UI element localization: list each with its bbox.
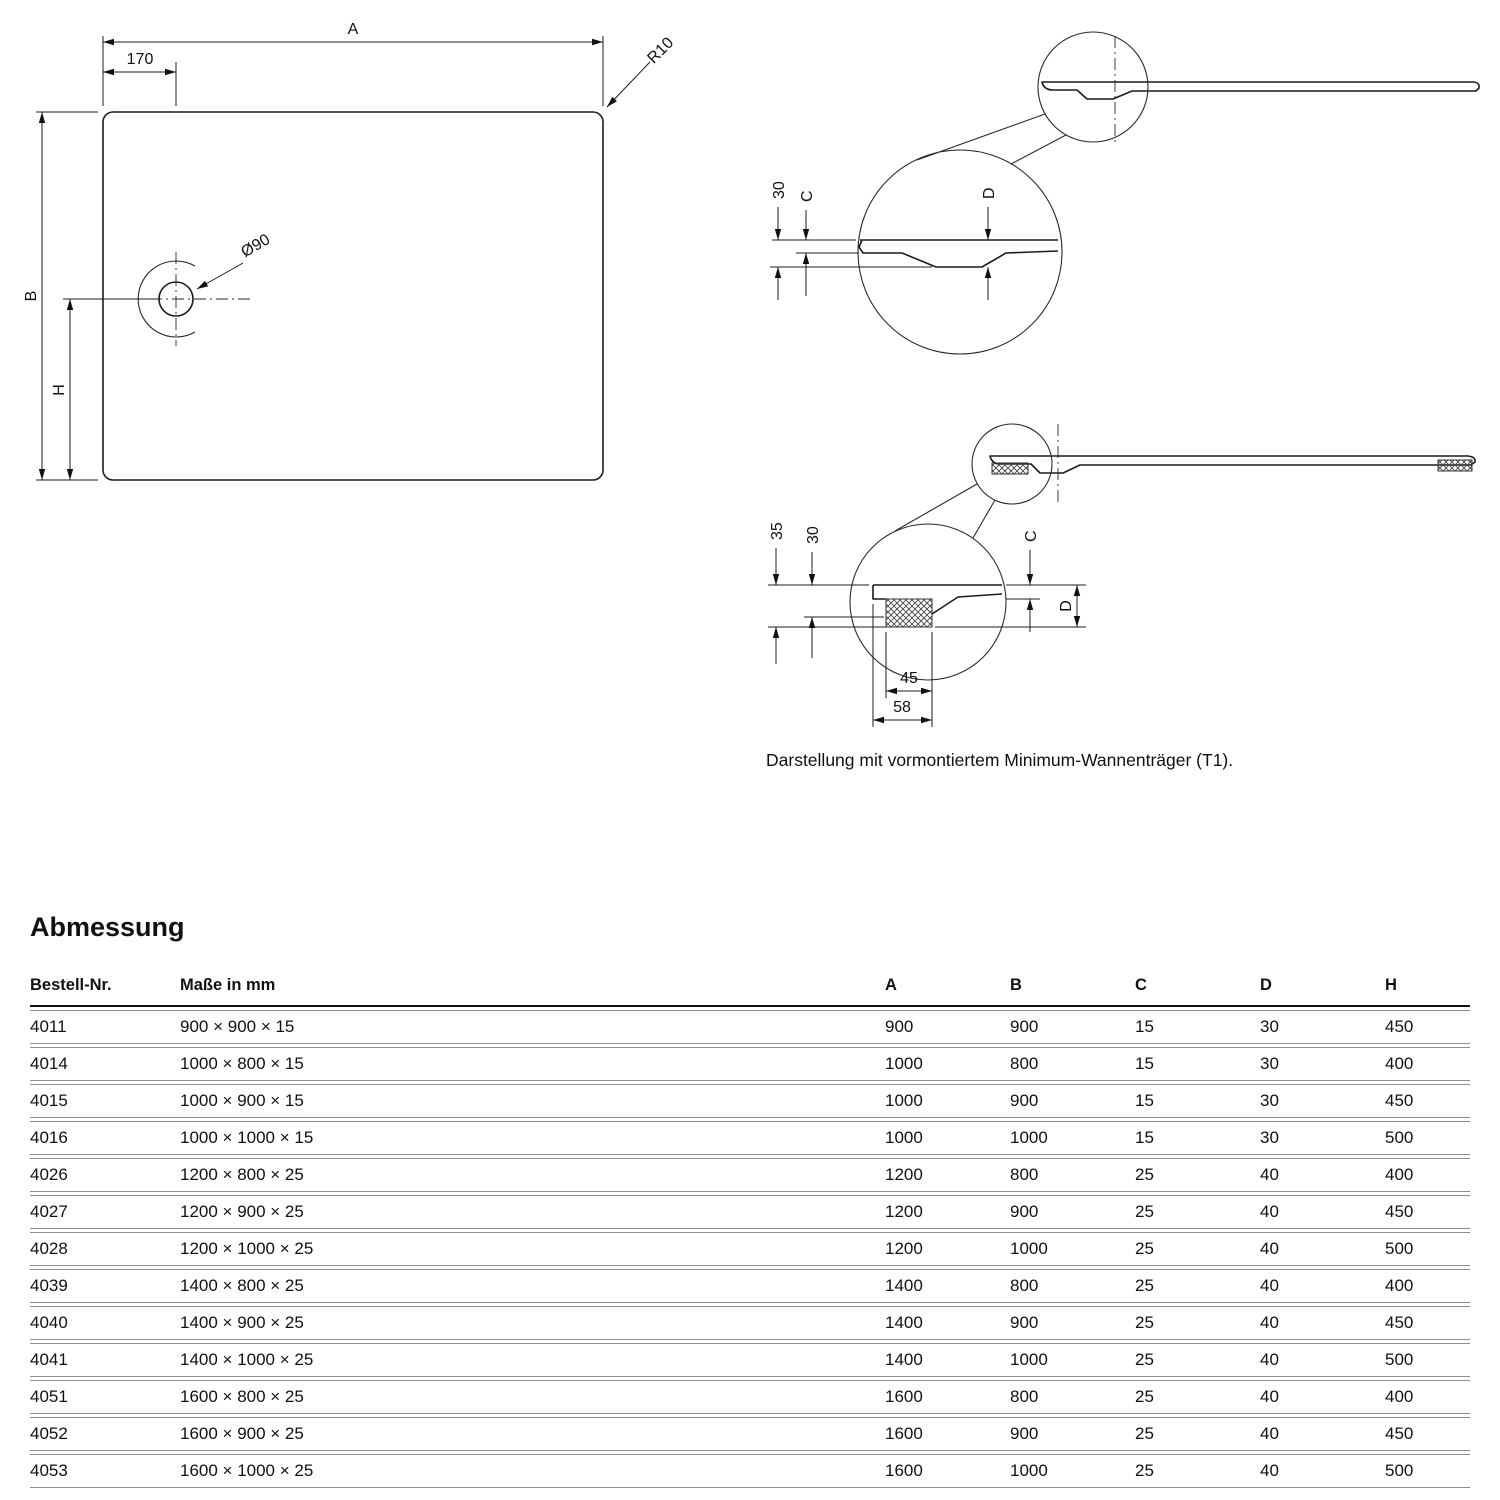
table-cell: 450 <box>1385 1010 1470 1044</box>
table-cell: 1200 × 800 × 25 <box>180 1158 885 1192</box>
table-cell: 15 <box>1135 1047 1260 1081</box>
table-cell: 1200 <box>885 1158 1010 1192</box>
table-cell: 40 <box>1260 1454 1385 1488</box>
table-cell: 40 <box>1260 1380 1385 1414</box>
table-cell: 400 <box>1385 1269 1470 1303</box>
table-cell: 500 <box>1385 1121 1470 1155</box>
table-row <box>30 1232 1470 1266</box>
top-view-drawing <box>23 21 677 480</box>
table-cell: 40 <box>1260 1232 1385 1266</box>
table-row <box>30 1343 1470 1377</box>
table-cell: 1400 × 900 × 25 <box>180 1306 885 1340</box>
table-cell: 900 <box>1010 1084 1135 1118</box>
table-row <box>30 1084 1470 1118</box>
table-row <box>30 1010 1470 1044</box>
table-cell: 4026 <box>30 1158 180 1192</box>
table-cell: 25 <box>1135 1454 1260 1488</box>
table-cell: 1600 × 1000 × 25 <box>180 1454 885 1488</box>
table-row <box>30 1380 1470 1414</box>
table-cell: 4039 <box>30 1269 180 1303</box>
table-cell: 30 <box>1260 1121 1385 1155</box>
table-cell: 1400 <box>885 1343 1010 1377</box>
table-cell: 1600 <box>885 1417 1010 1451</box>
table-cell: 1200 <box>885 1195 1010 1229</box>
detail-circle-small <box>1038 32 1148 142</box>
table-cell: 450 <box>1385 1306 1470 1340</box>
table-cell: 1400 × 1000 × 25 <box>180 1343 885 1377</box>
section-view-plain <box>770 32 1479 354</box>
table-cell: 4016 <box>30 1121 180 1155</box>
table-cell: 1000 × 1000 × 15 <box>180 1121 885 1155</box>
drawing-caption: Darstellung mit vormontiertem Minimum-Wannenträger (T1). <box>766 750 1234 770</box>
table-cell: 800 <box>1010 1158 1135 1192</box>
table-row <box>30 1417 1470 1451</box>
carrier-block <box>1438 460 1472 471</box>
table-cell: 4041 <box>30 1343 180 1377</box>
table-cell: 400 <box>1385 1158 1470 1192</box>
dim-label-a: A <box>347 21 359 38</box>
table-cell: 30 <box>1260 1084 1385 1118</box>
table-cell: 900 <box>1010 1010 1135 1044</box>
table-row <box>30 1454 1470 1488</box>
dim-label-b: B <box>23 290 40 302</box>
column-header-c: C <box>1135 976 1260 1007</box>
table-row <box>30 1269 1470 1303</box>
table-cell: 1000 × 800 × 15 <box>180 1047 885 1081</box>
table-cell: 30 <box>1260 1047 1385 1081</box>
table-cell: 800 <box>1010 1269 1135 1303</box>
table-cell: 500 <box>1385 1454 1470 1488</box>
dimensions-section <box>30 912 1470 1491</box>
leader-line-drain <box>197 263 243 289</box>
table-cell: 1400 <box>885 1269 1010 1303</box>
table-cell: 1600 × 800 × 25 <box>180 1380 885 1414</box>
table-cell: 40 <box>1260 1158 1385 1192</box>
table-cell: 1000 <box>885 1047 1010 1081</box>
table-cell: 1000 <box>885 1121 1010 1155</box>
dim-label-170: 170 <box>126 51 154 68</box>
table-cell: 1600 × 900 × 25 <box>180 1417 885 1451</box>
table-cell: 25 <box>1135 1232 1260 1266</box>
table-cell: 4040 <box>30 1306 180 1340</box>
table-cell: 800 <box>1010 1380 1135 1414</box>
table-cell: 15 <box>1135 1121 1260 1155</box>
column-header-b: B <box>1010 976 1135 1007</box>
table-cell: 25 <box>1135 1343 1260 1377</box>
tray-profile <box>1042 82 1479 99</box>
column-header-a: A <box>885 976 1010 1007</box>
table-cell: 500 <box>1385 1343 1470 1377</box>
carrier-block-detail <box>886 599 932 627</box>
table-cell: 25 <box>1135 1195 1260 1229</box>
table-cell: 15 <box>1135 1084 1260 1118</box>
table-header <box>30 976 1470 1007</box>
table-cell: 500 <box>1385 1232 1470 1266</box>
table-cell: 1000 <box>1010 1343 1135 1377</box>
table-cell: 1400 <box>885 1306 1010 1340</box>
table-cell: 25 <box>1135 1306 1260 1340</box>
table-cell: 1000 <box>885 1084 1010 1118</box>
table-cell: 4053 <box>30 1454 180 1488</box>
section-view-carrier <box>766 424 1475 770</box>
dim-label-d: D <box>981 187 998 199</box>
dim-label-drain: Ø90 <box>238 231 274 262</box>
dimension-table <box>30 973 1470 1491</box>
table-cell: 4027 <box>30 1195 180 1229</box>
dim-label-c: C <box>1023 530 1040 542</box>
table-cell: 900 <box>885 1010 1010 1044</box>
table-cell: 450 <box>1385 1417 1470 1451</box>
table-cell: 1000 <box>1010 1121 1135 1155</box>
column-header-order-no: Bestell-Nr. <box>30 976 180 1007</box>
table-cell: 1400 × 800 × 25 <box>180 1269 885 1303</box>
table-cell: 900 × 900 × 15 <box>180 1010 885 1044</box>
tray-outline <box>103 112 603 480</box>
dim-label-45: 45 <box>900 670 918 687</box>
dim-label-r10: R10 <box>644 34 678 68</box>
dim-label-h: H <box>51 384 68 396</box>
table-cell: 25 <box>1135 1269 1260 1303</box>
table-row <box>30 1158 1470 1192</box>
dim-label-d: D <box>1058 600 1075 612</box>
leader-line-r10 <box>607 62 650 107</box>
table-cell: 1200 × 900 × 25 <box>180 1195 885 1229</box>
table-cell: 1000 <box>1010 1232 1135 1266</box>
profile-underside <box>932 594 1002 614</box>
table-cell: 1600 <box>885 1380 1010 1414</box>
table-cell: 25 <box>1135 1417 1260 1451</box>
profile-underside <box>859 240 1058 267</box>
table-cell: 40 <box>1260 1269 1385 1303</box>
detail-connector <box>973 500 995 538</box>
table-cell: 25 <box>1135 1380 1260 1414</box>
dim-label-35: 35 <box>769 522 786 540</box>
table-cell: 15 <box>1135 1010 1260 1044</box>
dimension-table-body <box>30 1010 1470 1488</box>
table-cell: 4052 <box>30 1417 180 1451</box>
column-header-h: H <box>1385 976 1470 1007</box>
table-cell: 800 <box>1010 1047 1135 1081</box>
column-header-size: Maße in mm <box>180 976 885 1007</box>
table-row <box>30 1306 1470 1340</box>
table-cell: 25 <box>1135 1158 1260 1192</box>
dim-label-58: 58 <box>893 699 911 716</box>
table-cell: 900 <box>1010 1306 1135 1340</box>
column-header-d: D <box>1260 976 1385 1007</box>
table-cell: 900 <box>1010 1195 1135 1229</box>
tray-profile <box>990 456 1475 473</box>
table-cell: 900 <box>1010 1417 1135 1451</box>
table-cell: 400 <box>1385 1380 1470 1414</box>
table-cell: 4015 <box>30 1084 180 1118</box>
table-row <box>30 1121 1470 1155</box>
table-cell: 4011 <box>30 1010 180 1044</box>
section-title: Abmessung <box>30 912 185 942</box>
table-row <box>30 1195 1470 1229</box>
table-cell: 1200 × 1000 × 25 <box>180 1232 885 1266</box>
table-cell: 40 <box>1260 1306 1385 1340</box>
table-row <box>30 1047 1470 1081</box>
table-cell: 450 <box>1385 1195 1470 1229</box>
table-cell: 4028 <box>30 1232 180 1266</box>
table-cell: 450 <box>1385 1084 1470 1118</box>
profile-rim <box>873 585 886 599</box>
table-cell: 40 <box>1260 1195 1385 1229</box>
dim-label-30: 30 <box>771 181 788 199</box>
table-cell: 4051 <box>30 1380 180 1414</box>
table-cell: 40 <box>1260 1343 1385 1377</box>
table-cell: 4014 <box>30 1047 180 1081</box>
dim-label-30: 30 <box>805 526 822 544</box>
table-cell: 400 <box>1385 1047 1470 1081</box>
table-header-row <box>30 976 1470 1007</box>
carrier-block <box>992 463 1028 474</box>
table-cell: 1600 <box>885 1454 1010 1488</box>
dim-label-c: C <box>799 190 816 202</box>
table-cell: 1000 × 900 × 15 <box>180 1084 885 1118</box>
table-cell: 30 <box>1260 1010 1385 1044</box>
detail-connector <box>1011 135 1066 164</box>
table-cell: 1200 <box>885 1232 1010 1266</box>
table-cell: 1000 <box>1010 1454 1135 1488</box>
table-cell: 40 <box>1260 1417 1385 1451</box>
